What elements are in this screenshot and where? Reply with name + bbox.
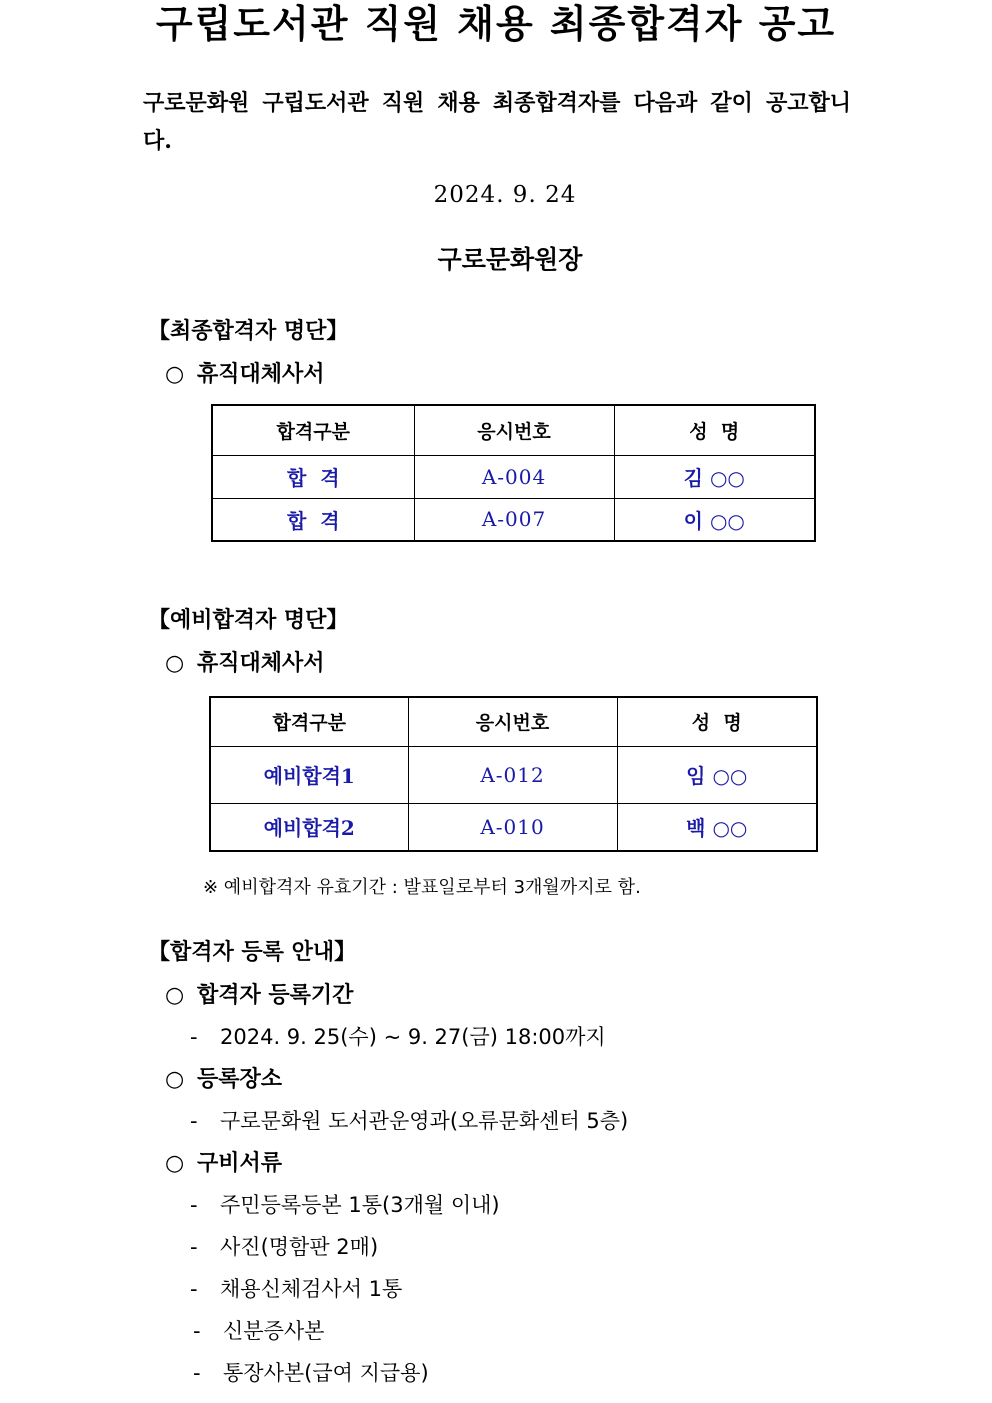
table-row — [212, 498, 815, 541]
column-header-kind: 합격구분 — [210, 697, 408, 746]
documents-heading — [165, 1146, 282, 1177]
announcement-date: 2024. 9. 24 — [433, 182, 577, 208]
registration-place-label: 등록장소 — [197, 1066, 283, 1092]
registration-heading: 【합격자 등록 안내】 — [148, 939, 357, 965]
document-item: 사진(명함판 2매) — [220, 1235, 379, 1259]
page-title: 구립도서관 직원 채용 최종합격자 공고 — [155, 1, 837, 46]
dash-bullet-icon: - — [190, 1193, 198, 1217]
column-header-name: 성 명 — [614, 405, 815, 455]
result-kind: 예비합격2 — [210, 803, 408, 851]
dash-bullet-icon: - — [190, 1025, 198, 1049]
dash-bullet-icon: - — [190, 1235, 198, 1259]
registration-period-heading — [165, 978, 353, 1009]
list-item — [190, 1231, 378, 1261]
circle-bullet-icon: ○ — [165, 1066, 185, 1092]
circle-bullet-icon: ○ — [165, 1150, 185, 1176]
applicant-name: 이 ○○ — [614, 498, 815, 541]
column-header-number: 응시번호 — [414, 405, 614, 455]
result-kind: 합 격 — [212, 455, 414, 498]
list-item — [193, 1357, 429, 1387]
final-list-heading: 【최종합격자 명단】 — [148, 318, 349, 344]
applicant-number: A-004 — [414, 455, 614, 498]
reserve-table — [209, 696, 818, 852]
reserve-validity-note: ※ 예비합격자 유효기간 : 발표일로부터 3개월까지로 함. — [203, 877, 641, 898]
circle-bullet-icon: ○ — [165, 361, 185, 387]
document-item: 주민등록등본 1통(3개월 이내) — [220, 1193, 500, 1217]
table-row — [212, 455, 815, 498]
registration-period-value: 2024. 9. 25(수) ~ 9. 27(금) 18:00까지 — [220, 1025, 606, 1049]
dash-bullet-icon: - — [193, 1361, 201, 1385]
circle-bullet-icon: ○ — [165, 650, 185, 676]
document-item: 채용신체검사서 1통 — [220, 1277, 403, 1301]
intro-text: 구로문화원 구립도서관 직원 채용 최종합격자를 다음과 같이 공고합니다. — [143, 90, 851, 154]
document-item: 통장사본(급여 지급용) — [223, 1361, 429, 1385]
result-kind: 예비합격1 — [210, 746, 408, 803]
registration-place-heading — [165, 1062, 282, 1093]
dash-bullet-icon: - — [190, 1277, 198, 1301]
registration-place — [190, 1105, 628, 1135]
circle-bullet-icon: ○ — [165, 982, 185, 1008]
final-position-label: 휴직대체사서 — [197, 361, 325, 387]
reserve-list-heading: 【예비합격자 명단】 — [148, 607, 349, 633]
applicant-name: 임 ○○ — [617, 746, 817, 803]
applicant-name: 김 ○○ — [614, 455, 815, 498]
column-header-name: 성 명 — [617, 697, 817, 746]
column-header-kind: 합격구분 — [212, 405, 414, 455]
reserve-position-label: 휴직대체사서 — [197, 650, 325, 676]
applicant-number: A-010 — [408, 803, 617, 851]
final-position-heading — [165, 357, 325, 388]
result-kind: 합 격 — [212, 498, 414, 541]
list-item — [190, 1189, 500, 1219]
applicant-name: 백 ○○ — [617, 803, 817, 851]
final-table — [211, 404, 816, 542]
dash-bullet-icon: - — [190, 1109, 198, 1133]
documents-label: 구비서류 — [197, 1150, 283, 1176]
document-item: 신분증사본 — [223, 1319, 325, 1343]
registration-period — [190, 1021, 606, 1051]
registration-place-value: 구로문화원 도서관운영과(오류문화센터 5층) — [220, 1109, 629, 1133]
applicant-number: A-007 — [414, 498, 614, 541]
column-header-number: 응시번호 — [408, 697, 617, 746]
signer: 구로문화원장 — [437, 245, 583, 274]
reserve-position-heading — [165, 646, 325, 677]
list-item — [190, 1273, 402, 1303]
list-item — [193, 1315, 324, 1345]
table-row — [210, 746, 817, 803]
applicant-number: A-012 — [408, 746, 617, 803]
dash-bullet-icon: - — [193, 1319, 201, 1343]
registration-period-label: 합격자 등록기간 — [197, 982, 354, 1008]
table-row — [210, 803, 817, 851]
